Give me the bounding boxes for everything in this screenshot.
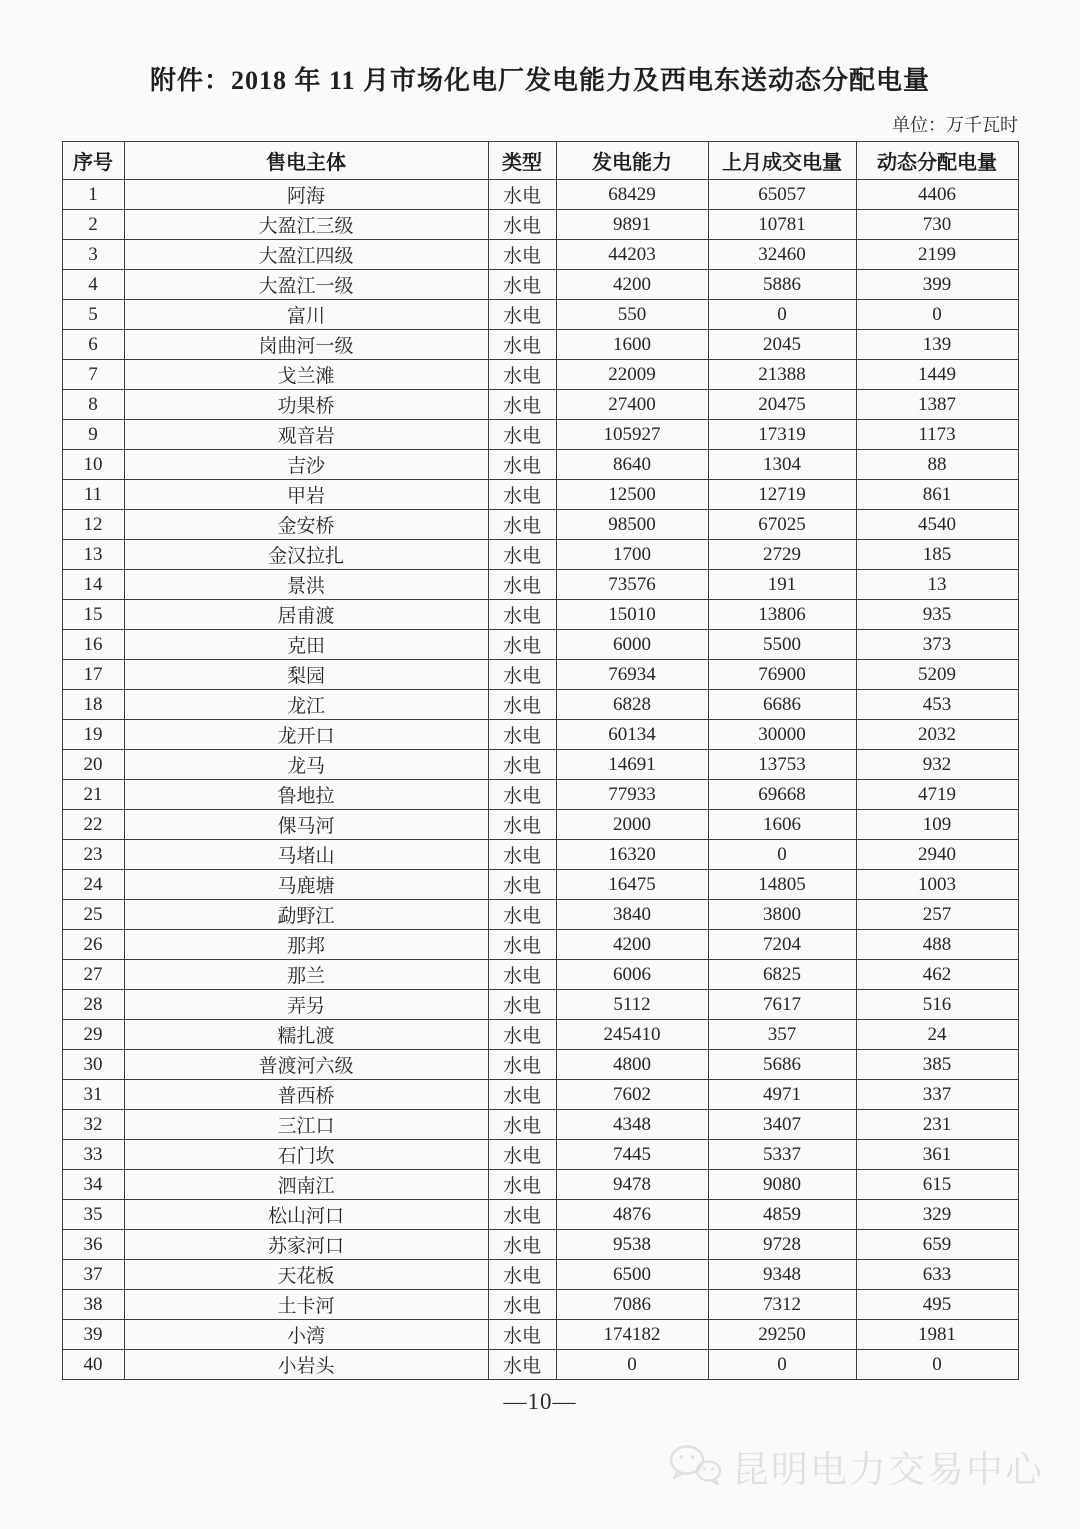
type-cell: 水电 <box>488 540 556 570</box>
type-cell: 水电 <box>488 1230 556 1260</box>
table-row <box>62 1020 1018 1050</box>
capacity-cell: 14691 <box>556 750 708 780</box>
table-body <box>62 180 1018 1380</box>
table-row <box>62 480 1018 510</box>
allocation-cell: 24 <box>856 1020 1018 1050</box>
capacity-cell: 98500 <box>556 510 708 540</box>
type-cell: 水电 <box>488 240 556 270</box>
table-row <box>62 990 1018 1020</box>
last-month-cell: 5886 <box>708 270 856 300</box>
type-cell: 水电 <box>488 1350 556 1380</box>
type-cell: 水电 <box>488 960 556 990</box>
last-month-cell: 1304 <box>708 450 856 480</box>
type-cell: 水电 <box>488 1110 556 1140</box>
last-month-cell: 5686 <box>708 1050 856 1080</box>
column-header-seller: 售电主体 <box>124 142 488 180</box>
row-number-cell: 30 <box>62 1050 124 1080</box>
type-cell: 水电 <box>488 510 556 540</box>
row-number-cell: 14 <box>62 570 124 600</box>
table-row <box>62 750 1018 780</box>
allocation-cell: 2199 <box>856 240 1018 270</box>
table-row <box>62 210 1018 240</box>
seller-cell: 马鹿塘 <box>124 870 488 900</box>
table-row <box>62 630 1018 660</box>
last-month-cell: 6825 <box>708 960 856 990</box>
seller-cell: 景洪 <box>124 570 488 600</box>
allocation-cell: 0 <box>856 1350 1018 1380</box>
last-month-cell: 191 <box>708 570 856 600</box>
table-row <box>62 810 1018 840</box>
seller-cell: 小湾 <box>124 1320 488 1350</box>
capacity-cell: 5112 <box>556 990 708 1020</box>
table-row <box>62 690 1018 720</box>
allocation-cell: 337 <box>856 1080 1018 1110</box>
row-number-cell: 20 <box>62 750 124 780</box>
row-number-cell: 35 <box>62 1200 124 1230</box>
row-number-cell: 24 <box>62 870 124 900</box>
capacity-cell: 550 <box>556 300 708 330</box>
seller-cell: 苏家河口 <box>124 1230 488 1260</box>
row-number-cell: 27 <box>62 960 124 990</box>
row-number-cell: 18 <box>62 690 124 720</box>
page-number: —10— <box>503 1389 577 1414</box>
wechat-icon <box>666 1442 724 1490</box>
last-month-cell: 2045 <box>708 330 856 360</box>
row-number-cell: 3 <box>62 240 124 270</box>
last-month-cell: 7204 <box>708 930 856 960</box>
type-cell: 水电 <box>488 900 556 930</box>
seller-cell: 甲岩 <box>124 480 488 510</box>
row-number-cell: 15 <box>62 600 124 630</box>
capacity-cell: 6500 <box>556 1260 708 1290</box>
table-row <box>62 930 1018 960</box>
last-month-cell: 5337 <box>708 1140 856 1170</box>
type-cell: 水电 <box>488 450 556 480</box>
row-number-cell: 28 <box>62 990 124 1020</box>
allocation-cell: 1003 <box>856 870 1018 900</box>
seller-cell: 泗南江 <box>124 1170 488 1200</box>
last-month-cell: 12719 <box>708 480 856 510</box>
seller-cell: 龙开口 <box>124 720 488 750</box>
seller-cell: 龙马 <box>124 750 488 780</box>
row-number-cell: 38 <box>62 1290 124 1320</box>
type-cell: 水电 <box>488 270 556 300</box>
column-header-no: 序号 <box>62 142 124 180</box>
capacity-cell: 4200 <box>556 930 708 960</box>
table-row <box>62 570 1018 600</box>
type-cell: 水电 <box>488 570 556 600</box>
row-number-cell: 11 <box>62 480 124 510</box>
table-row <box>62 780 1018 810</box>
last-month-cell: 13806 <box>708 600 856 630</box>
table-row <box>62 1200 1018 1230</box>
capacity-cell: 27400 <box>556 390 708 420</box>
column-header-capacity: 发电能力 <box>556 142 708 180</box>
allocation-cell: 231 <box>856 1110 1018 1140</box>
last-month-cell: 5500 <box>708 630 856 660</box>
table-row <box>62 1290 1018 1320</box>
type-cell: 水电 <box>488 390 556 420</box>
seller-cell: 阿海 <box>124 180 488 210</box>
seller-cell: 天花板 <box>124 1260 488 1290</box>
allocation-cell: 257 <box>856 900 1018 930</box>
allocation-cell: 932 <box>856 750 1018 780</box>
seller-cell: 那邦 <box>124 930 488 960</box>
table-row <box>62 390 1018 420</box>
last-month-cell: 2729 <box>708 540 856 570</box>
capacity-cell: 7086 <box>556 1290 708 1320</box>
type-cell: 水电 <box>488 690 556 720</box>
capacity-cell: 6006 <box>556 960 708 990</box>
capacity-cell: 105927 <box>556 420 708 450</box>
table-row <box>62 510 1018 540</box>
allocation-cell: 516 <box>856 990 1018 1020</box>
unit-label: 单位：万千瓦时 <box>892 115 1018 135</box>
allocation-cell: 633 <box>856 1260 1018 1290</box>
seller-cell: 富川 <box>124 300 488 330</box>
row-number-cell: 16 <box>62 630 124 660</box>
table-row <box>62 1080 1018 1110</box>
allocation-cell: 495 <box>856 1290 1018 1320</box>
last-month-cell: 3407 <box>708 1110 856 1140</box>
allocation-cell: 361 <box>856 1140 1018 1170</box>
allocation-cell: 1387 <box>856 390 1018 420</box>
row-number-cell: 17 <box>62 660 124 690</box>
type-cell: 水电 <box>488 1080 556 1110</box>
type-cell: 水电 <box>488 630 556 660</box>
allocation-cell: 385 <box>856 1050 1018 1080</box>
row-number-cell: 26 <box>62 930 124 960</box>
seller-cell: 岗曲河一级 <box>124 330 488 360</box>
row-number-cell: 36 <box>62 1230 124 1260</box>
table-row <box>62 900 1018 930</box>
type-cell: 水电 <box>488 660 556 690</box>
allocation-cell: 462 <box>856 960 1018 990</box>
allocation-cell: 329 <box>856 1200 1018 1230</box>
type-cell: 水电 <box>488 180 556 210</box>
allocation-cell: 1173 <box>856 420 1018 450</box>
last-month-cell: 69668 <box>708 780 856 810</box>
last-month-cell: 21388 <box>708 360 856 390</box>
capacity-cell: 44203 <box>556 240 708 270</box>
capacity-cell: 68429 <box>556 180 708 210</box>
type-cell: 水电 <box>488 420 556 450</box>
seller-cell: 功果桥 <box>124 390 488 420</box>
capacity-cell: 9891 <box>556 210 708 240</box>
last-month-cell: 0 <box>708 300 856 330</box>
capacity-cell: 7602 <box>556 1080 708 1110</box>
seller-cell: 普渡河六级 <box>124 1050 488 1080</box>
seller-cell: 大盈江一级 <box>124 270 488 300</box>
type-cell: 水电 <box>488 990 556 1020</box>
row-number-cell: 34 <box>62 1170 124 1200</box>
seller-cell: 马堵山 <box>124 840 488 870</box>
table-row <box>62 1140 1018 1170</box>
capacity-cell: 6828 <box>556 690 708 720</box>
last-month-cell: 20475 <box>708 390 856 420</box>
allocation-cell: 4540 <box>856 510 1018 540</box>
seller-cell: 松山河口 <box>124 1200 488 1230</box>
seller-cell: 大盈江三级 <box>124 210 488 240</box>
seller-cell: 金汉拉扎 <box>124 540 488 570</box>
seller-cell: 梨园 <box>124 660 488 690</box>
seller-cell: 龙江 <box>124 690 488 720</box>
table-row <box>62 1320 1018 1350</box>
seller-cell: 戈兰滩 <box>124 360 488 390</box>
last-month-cell: 13753 <box>708 750 856 780</box>
table-row <box>62 1230 1018 1260</box>
table-row <box>62 330 1018 360</box>
seller-cell: 普西桥 <box>124 1080 488 1110</box>
table-row <box>62 360 1018 390</box>
table-row <box>62 870 1018 900</box>
capacity-cell: 245410 <box>556 1020 708 1050</box>
allocation-cell: 861 <box>856 480 1018 510</box>
last-month-cell: 9728 <box>708 1230 856 1260</box>
type-cell: 水电 <box>488 1290 556 1320</box>
last-month-cell: 9348 <box>708 1260 856 1290</box>
row-number-cell: 8 <box>62 390 124 420</box>
type-cell: 水电 <box>488 480 556 510</box>
capacity-cell: 4800 <box>556 1050 708 1080</box>
capacity-cell: 16475 <box>556 870 708 900</box>
capacity-cell: 77933 <box>556 780 708 810</box>
allocation-cell: 935 <box>856 600 1018 630</box>
seller-cell: 三江口 <box>124 1110 488 1140</box>
row-number-cell: 9 <box>62 420 124 450</box>
type-cell: 水电 <box>488 840 556 870</box>
capacity-cell: 7445 <box>556 1140 708 1170</box>
capacity-cell: 60134 <box>556 720 708 750</box>
last-month-cell: 357 <box>708 1020 856 1050</box>
capacity-cell: 73576 <box>556 570 708 600</box>
table-row <box>62 420 1018 450</box>
seller-cell: 克田 <box>124 630 488 660</box>
table-header-row <box>62 142 1018 180</box>
capacity-cell: 0 <box>556 1350 708 1380</box>
type-cell: 水电 <box>488 780 556 810</box>
capacity-cell: 15010 <box>556 600 708 630</box>
last-month-cell: 32460 <box>708 240 856 270</box>
allocation-cell: 139 <box>856 330 1018 360</box>
capacity-cell: 1600 <box>556 330 708 360</box>
seller-cell: 糯扎渡 <box>124 1020 488 1050</box>
last-month-cell: 67025 <box>708 510 856 540</box>
allocation-cell: 2032 <box>856 720 1018 750</box>
table-row <box>62 180 1018 210</box>
row-number-cell: 32 <box>62 1110 124 1140</box>
seller-cell: 弄另 <box>124 990 488 1020</box>
type-cell: 水电 <box>488 600 556 630</box>
allocation-cell: 13 <box>856 570 1018 600</box>
capacity-cell: 16320 <box>556 840 708 870</box>
row-number-cell: 2 <box>62 210 124 240</box>
row-number-cell: 21 <box>62 780 124 810</box>
type-cell: 水电 <box>488 720 556 750</box>
table-row <box>62 960 1018 990</box>
last-month-cell: 4859 <box>708 1200 856 1230</box>
type-cell: 水电 <box>488 1020 556 1050</box>
capacity-cell: 12500 <box>556 480 708 510</box>
last-month-cell: 0 <box>708 840 856 870</box>
capacity-cell: 4200 <box>556 270 708 300</box>
capacity-cell: 8640 <box>556 450 708 480</box>
allocation-cell: 615 <box>856 1170 1018 1200</box>
row-number-cell: 37 <box>62 1260 124 1290</box>
type-cell: 水电 <box>488 1320 556 1350</box>
table-row <box>62 1110 1018 1140</box>
allocation-cell: 185 <box>856 540 1018 570</box>
allocation-cell: 399 <box>856 270 1018 300</box>
power-plant-table <box>62 141 1019 1380</box>
type-cell: 水电 <box>488 360 556 390</box>
seller-cell: 观音岩 <box>124 420 488 450</box>
row-number-cell: 31 <box>62 1080 124 1110</box>
row-number-cell: 22 <box>62 810 124 840</box>
last-month-cell: 65057 <box>708 180 856 210</box>
column-header-type: 类型 <box>488 142 556 180</box>
watermark <box>666 1439 1044 1493</box>
type-cell: 水电 <box>488 930 556 960</box>
last-month-cell: 7312 <box>708 1290 856 1320</box>
capacity-cell: 6000 <box>556 630 708 660</box>
last-month-cell: 30000 <box>708 720 856 750</box>
seller-cell: 勐野江 <box>124 900 488 930</box>
capacity-cell: 22009 <box>556 360 708 390</box>
capacity-cell: 174182 <box>556 1320 708 1350</box>
allocation-cell: 2940 <box>856 840 1018 870</box>
capacity-cell: 9478 <box>556 1170 708 1200</box>
capacity-cell: 76934 <box>556 660 708 690</box>
row-number-cell: 6 <box>62 330 124 360</box>
row-number-cell: 1 <box>62 180 124 210</box>
seller-cell: 鲁地拉 <box>124 780 488 810</box>
type-cell: 水电 <box>488 1260 556 1290</box>
seller-cell: 金安桥 <box>124 510 488 540</box>
row-number-cell: 7 <box>62 360 124 390</box>
table-row <box>62 840 1018 870</box>
capacity-cell: 2000 <box>556 810 708 840</box>
allocation-cell: 1981 <box>856 1320 1018 1350</box>
type-cell: 水电 <box>488 1140 556 1170</box>
allocation-cell: 4406 <box>856 180 1018 210</box>
allocation-cell: 4719 <box>856 780 1018 810</box>
allocation-cell: 730 <box>856 210 1018 240</box>
row-number-cell: 25 <box>62 900 124 930</box>
seller-cell: 小岩头 <box>124 1350 488 1380</box>
type-cell: 水电 <box>488 300 556 330</box>
type-cell: 水电 <box>488 210 556 240</box>
allocation-cell: 109 <box>856 810 1018 840</box>
allocation-cell: 0 <box>856 300 1018 330</box>
last-month-cell: 6686 <box>708 690 856 720</box>
type-cell: 水电 <box>488 810 556 840</box>
type-cell: 水电 <box>488 1200 556 1230</box>
last-month-cell: 1606 <box>708 810 856 840</box>
row-number-cell: 12 <box>62 510 124 540</box>
row-number-cell: 4 <box>62 270 124 300</box>
seller-cell: 倮马河 <box>124 810 488 840</box>
type-cell: 水电 <box>488 750 556 780</box>
type-cell: 水电 <box>488 870 556 900</box>
last-month-cell: 4971 <box>708 1080 856 1110</box>
capacity-cell: 9538 <box>556 1230 708 1260</box>
table-row <box>62 240 1018 270</box>
table-row <box>62 270 1018 300</box>
capacity-cell: 4876 <box>556 1200 708 1230</box>
row-number-cell: 23 <box>62 840 124 870</box>
allocation-cell: 659 <box>856 1230 1018 1260</box>
seller-cell: 那兰 <box>124 960 488 990</box>
type-cell: 水电 <box>488 330 556 360</box>
table-row <box>62 540 1018 570</box>
table-row <box>62 1350 1018 1380</box>
row-number-cell: 33 <box>62 1140 124 1170</box>
row-number-cell: 39 <box>62 1320 124 1350</box>
last-month-cell: 3800 <box>708 900 856 930</box>
allocation-cell: 1449 <box>856 360 1018 390</box>
row-number-cell: 40 <box>62 1350 124 1380</box>
allocation-cell: 453 <box>856 690 1018 720</box>
seller-cell: 吉沙 <box>124 450 488 480</box>
last-month-cell: 9080 <box>708 1170 856 1200</box>
type-cell: 水电 <box>488 1050 556 1080</box>
capacity-cell: 1700 <box>556 540 708 570</box>
watermark-label: 昆明电力交易中心 <box>732 1450 1044 1491</box>
seller-cell: 土卡河 <box>124 1290 488 1320</box>
seller-cell: 大盈江四级 <box>124 240 488 270</box>
type-cell: 水电 <box>488 1170 556 1200</box>
row-number-cell: 29 <box>62 1020 124 1050</box>
table-row <box>62 660 1018 690</box>
allocation-cell: 488 <box>856 930 1018 960</box>
table-row <box>62 1260 1018 1290</box>
table-row <box>62 600 1018 630</box>
last-month-cell: 17319 <box>708 420 856 450</box>
row-number-cell: 5 <box>62 300 124 330</box>
table-row <box>62 1050 1018 1080</box>
last-month-cell: 10781 <box>708 210 856 240</box>
table-row <box>62 1170 1018 1200</box>
allocation-cell: 373 <box>856 630 1018 660</box>
last-month-cell: 0 <box>708 1350 856 1380</box>
seller-cell: 居甫渡 <box>124 600 488 630</box>
row-number-cell: 10 <box>62 450 124 480</box>
last-month-cell: 14805 <box>708 870 856 900</box>
seller-cell: 石门坎 <box>124 1140 488 1170</box>
row-number-cell: 19 <box>62 720 124 750</box>
table-row <box>62 450 1018 480</box>
column-header-last-month: 上月成交电量 <box>708 142 856 180</box>
last-month-cell: 76900 <box>708 660 856 690</box>
allocation-cell: 5209 <box>856 660 1018 690</box>
last-month-cell: 29250 <box>708 1320 856 1350</box>
table-row <box>62 300 1018 330</box>
table-row <box>62 720 1018 750</box>
page-title: 附件：2018 年 11 月市场化电厂发电能力及西电东送动态分配电量 <box>149 66 931 95</box>
allocation-cell: 88 <box>856 450 1018 480</box>
last-month-cell: 7617 <box>708 990 856 1020</box>
capacity-cell: 3840 <box>556 900 708 930</box>
row-number-cell: 13 <box>62 540 124 570</box>
capacity-cell: 4348 <box>556 1110 708 1140</box>
column-header-allocation: 动态分配电量 <box>856 142 1018 180</box>
